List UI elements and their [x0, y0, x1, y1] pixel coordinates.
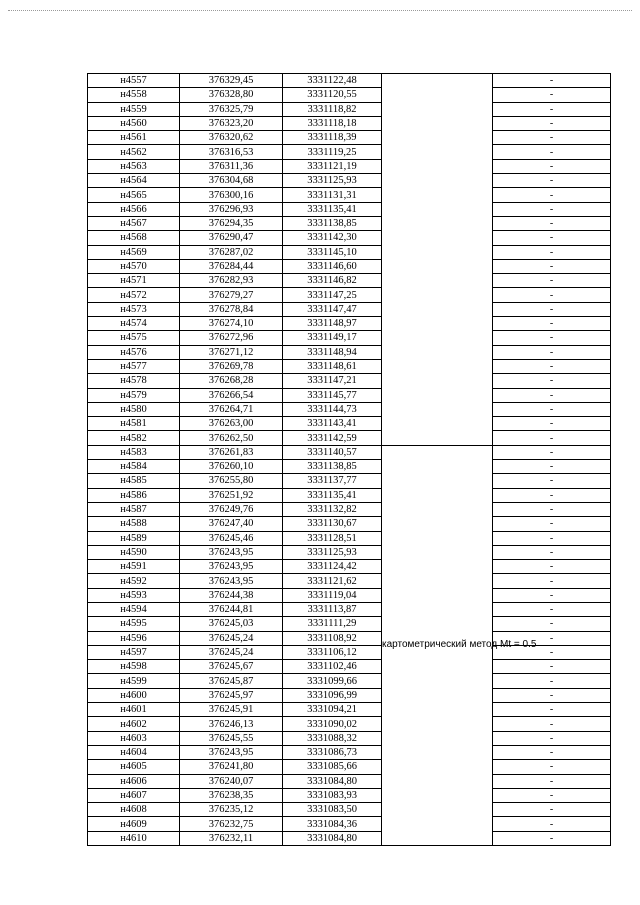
x-coordinate-cell: 376255,80	[180, 474, 283, 488]
point-number-cell: н4600	[88, 688, 180, 702]
page-top-rule	[8, 10, 632, 11]
y-coordinate-cell: 3331147,47	[283, 302, 382, 316]
point-number-cell: н4590	[88, 545, 180, 559]
x-coordinate-cell: 376245,67	[180, 660, 283, 674]
point-number-cell: н4610	[88, 831, 180, 845]
accuracy-cell: -	[493, 102, 611, 116]
method-cell-empty	[382, 74, 493, 446]
point-number-cell: н4604	[88, 745, 180, 759]
y-coordinate-cell: 3331102,46	[283, 660, 382, 674]
point-number-cell: н4568	[88, 231, 180, 245]
x-coordinate-cell: 376287,02	[180, 245, 283, 259]
point-number-cell: н4573	[88, 302, 180, 316]
y-coordinate-cell: 3331138,85	[283, 216, 382, 230]
x-coordinate-cell: 376323,20	[180, 116, 283, 130]
accuracy-cell: -	[493, 760, 611, 774]
table-row	[88, 531, 611, 545]
point-number-cell: н4591	[88, 560, 180, 574]
table-row	[88, 574, 611, 588]
y-coordinate-cell: 3331148,97	[283, 317, 382, 331]
accuracy-cell: -	[493, 216, 611, 230]
y-coordinate-cell: 3331084,36	[283, 817, 382, 831]
x-coordinate-cell: 376245,24	[180, 631, 283, 645]
point-number-cell: н4574	[88, 317, 180, 331]
table-row	[88, 88, 611, 102]
accuracy-cell: -	[493, 374, 611, 388]
y-coordinate-cell: 3331084,80	[283, 831, 382, 845]
table-row	[88, 231, 611, 245]
point-number-cell: н4599	[88, 674, 180, 688]
y-coordinate-cell: 3331142,59	[283, 431, 382, 445]
accuracy-cell: -	[493, 188, 611, 202]
table-row	[88, 560, 611, 574]
point-number-cell: н4601	[88, 703, 180, 717]
table-row	[88, 402, 611, 416]
x-coordinate-cell: 376294,35	[180, 216, 283, 230]
accuracy-cell: -	[493, 460, 611, 474]
point-number-cell: н4560	[88, 116, 180, 130]
table-row	[88, 660, 611, 674]
accuracy-cell: -	[493, 302, 611, 316]
point-number-cell: н4557	[88, 74, 180, 88]
accuracy-cell: -	[493, 445, 611, 459]
y-coordinate-cell: 3331099,66	[283, 674, 382, 688]
accuracy-cell: -	[493, 88, 611, 102]
y-coordinate-cell: 3331125,93	[283, 545, 382, 559]
table-row	[88, 331, 611, 345]
x-coordinate-cell: 376245,97	[180, 688, 283, 702]
table-row	[88, 517, 611, 531]
x-coordinate-cell: 376246,13	[180, 717, 283, 731]
table-row	[88, 102, 611, 116]
table-row	[88, 431, 611, 445]
y-coordinate-cell: 3331121,62	[283, 574, 382, 588]
point-number-cell: н4562	[88, 145, 180, 159]
accuracy-cell: -	[493, 645, 611, 659]
accuracy-cell: -	[493, 359, 611, 373]
x-coordinate-cell: 376235,12	[180, 803, 283, 817]
accuracy-cell: -	[493, 402, 611, 416]
table-row	[88, 602, 611, 616]
accuracy-cell: -	[493, 831, 611, 845]
x-coordinate-cell: 376329,45	[180, 74, 283, 88]
point-number-cell: н4597	[88, 645, 180, 659]
point-number-cell: н4585	[88, 474, 180, 488]
x-coordinate-cell: 376240,07	[180, 774, 283, 788]
y-coordinate-cell: 3331145,10	[283, 245, 382, 259]
x-coordinate-cell: 376278,84	[180, 302, 283, 316]
table-row	[88, 359, 611, 373]
accuracy-cell: -	[493, 388, 611, 402]
x-coordinate-cell: 376243,95	[180, 545, 283, 559]
accuracy-cell: -	[493, 159, 611, 173]
y-coordinate-cell: 3331086,73	[283, 745, 382, 759]
y-coordinate-cell: 3331088,32	[283, 731, 382, 745]
x-coordinate-cell: 376251,92	[180, 488, 283, 502]
table-row	[88, 703, 611, 717]
accuracy-cell: -	[493, 245, 611, 259]
y-coordinate-cell: 3331132,82	[283, 502, 382, 516]
x-coordinate-cell: 376243,95	[180, 574, 283, 588]
table-row	[88, 202, 611, 216]
accuracy-cell: -	[493, 517, 611, 531]
accuracy-cell: -	[493, 488, 611, 502]
table-row	[88, 116, 611, 130]
table-row	[88, 817, 611, 831]
accuracy-cell: -	[493, 131, 611, 145]
y-coordinate-cell: 3331119,04	[283, 588, 382, 602]
accuracy-cell: -	[493, 474, 611, 488]
y-coordinate-cell: 3331084,80	[283, 774, 382, 788]
point-number-cell: н4570	[88, 259, 180, 273]
x-coordinate-cell: 376244,38	[180, 588, 283, 602]
table-row	[88, 788, 611, 802]
x-coordinate-cell: 376243,95	[180, 560, 283, 574]
y-coordinate-cell: 3331142,30	[283, 231, 382, 245]
point-number-cell: н4571	[88, 274, 180, 288]
accuracy-cell: -	[493, 588, 611, 602]
y-coordinate-cell: 3331096,99	[283, 688, 382, 702]
table-row	[88, 617, 611, 631]
y-coordinate-cell: 3331118,18	[283, 116, 382, 130]
coordinates-table	[87, 73, 611, 846]
accuracy-cell: -	[493, 317, 611, 331]
point-number-cell: н4561	[88, 131, 180, 145]
x-coordinate-cell: 376247,40	[180, 517, 283, 531]
accuracy-cell: -	[493, 745, 611, 759]
y-coordinate-cell: 3331083,93	[283, 788, 382, 802]
x-coordinate-cell: 376264,71	[180, 402, 283, 416]
accuracy-cell: -	[493, 674, 611, 688]
y-coordinate-cell: 3331085,66	[283, 760, 382, 774]
point-number-cell: н4586	[88, 488, 180, 502]
point-number-cell: н4569	[88, 245, 180, 259]
y-coordinate-cell: 3331120,55	[283, 88, 382, 102]
accuracy-cell: -	[493, 688, 611, 702]
x-coordinate-cell: 376274,10	[180, 317, 283, 331]
x-coordinate-cell: 376271,12	[180, 345, 283, 359]
x-coordinate-cell: 376263,00	[180, 417, 283, 431]
x-coordinate-cell: 376262,50	[180, 431, 283, 445]
accuracy-cell: -	[493, 274, 611, 288]
x-coordinate-cell: 376284,44	[180, 259, 283, 273]
point-number-cell: н4559	[88, 102, 180, 116]
x-coordinate-cell: 376279,27	[180, 288, 283, 302]
accuracy-cell: -	[493, 574, 611, 588]
x-coordinate-cell: 376245,87	[180, 674, 283, 688]
coordinates-table-body	[88, 74, 611, 846]
x-coordinate-cell: 376245,55	[180, 731, 283, 745]
accuracy-cell: -	[493, 817, 611, 831]
point-number-cell: н4578	[88, 374, 180, 388]
accuracy-cell: -	[493, 202, 611, 216]
y-coordinate-cell: 3331130,67	[283, 517, 382, 531]
point-number-cell: н4584	[88, 460, 180, 474]
table-row	[88, 288, 611, 302]
y-coordinate-cell: 3331143,41	[283, 417, 382, 431]
y-coordinate-cell: 3331118,82	[283, 102, 382, 116]
accuracy-cell: -	[493, 74, 611, 88]
y-coordinate-cell: 3331146,60	[283, 259, 382, 273]
table-row	[88, 731, 611, 745]
x-coordinate-cell: 376245,03	[180, 617, 283, 631]
x-coordinate-cell: 376261,83	[180, 445, 283, 459]
x-coordinate-cell: 376249,76	[180, 502, 283, 516]
table-row	[88, 717, 611, 731]
x-coordinate-cell: 376316,53	[180, 145, 283, 159]
accuracy-cell: -	[493, 174, 611, 188]
y-coordinate-cell: 3331137,77	[283, 474, 382, 488]
x-coordinate-cell: 376245,91	[180, 703, 283, 717]
point-number-cell: н4577	[88, 359, 180, 373]
table-row	[88, 131, 611, 145]
table-row	[88, 145, 611, 159]
y-coordinate-cell: 3331118,39	[283, 131, 382, 145]
accuracy-cell: -	[493, 288, 611, 302]
table-row	[88, 774, 611, 788]
table-row	[88, 159, 611, 173]
y-coordinate-cell: 3331135,41	[283, 488, 382, 502]
point-number-cell: н4580	[88, 402, 180, 416]
point-number-cell: н4583	[88, 445, 180, 459]
x-coordinate-cell: 376245,46	[180, 531, 283, 545]
accuracy-cell: -	[493, 631, 611, 645]
table-row	[88, 188, 611, 202]
x-coordinate-cell: 376268,28	[180, 374, 283, 388]
y-coordinate-cell: 3331145,77	[283, 388, 382, 402]
table-row	[88, 302, 611, 316]
x-coordinate-cell: 376269,78	[180, 359, 283, 373]
point-number-cell: н4558	[88, 88, 180, 102]
x-coordinate-cell: 376304,68	[180, 174, 283, 188]
x-coordinate-cell: 376328,80	[180, 88, 283, 102]
table-row	[88, 374, 611, 388]
x-coordinate-cell: 376260,10	[180, 460, 283, 474]
table-row	[88, 74, 611, 88]
point-number-cell: н4596	[88, 631, 180, 645]
point-number-cell: н4607	[88, 788, 180, 802]
accuracy-cell: -	[493, 774, 611, 788]
y-coordinate-cell: 3331140,57	[283, 445, 382, 459]
accuracy-cell: -	[493, 560, 611, 574]
y-coordinate-cell: 3331108,92	[283, 631, 382, 645]
point-number-cell: н4608	[88, 803, 180, 817]
y-coordinate-cell: 3331138,85	[283, 460, 382, 474]
point-number-cell: н4587	[88, 502, 180, 516]
table-row	[88, 345, 611, 359]
x-coordinate-cell: 376241,80	[180, 760, 283, 774]
y-coordinate-cell: 3331147,21	[283, 374, 382, 388]
table-row	[88, 274, 611, 288]
x-coordinate-cell: 376243,95	[180, 745, 283, 759]
accuracy-cell: -	[493, 803, 611, 817]
point-number-cell: н4581	[88, 417, 180, 431]
x-coordinate-cell: 376290,47	[180, 231, 283, 245]
accuracy-cell: -	[493, 531, 611, 545]
table-row	[88, 174, 611, 188]
accuracy-cell: -	[493, 259, 611, 273]
table-row	[88, 760, 611, 774]
y-coordinate-cell: 3331113,87	[283, 602, 382, 616]
point-number-cell: н4592	[88, 574, 180, 588]
x-coordinate-cell: 376300,16	[180, 188, 283, 202]
y-coordinate-cell: 3331147,25	[283, 288, 382, 302]
accuracy-cell: -	[493, 431, 611, 445]
point-number-cell: н4582	[88, 431, 180, 445]
y-coordinate-cell: 3331125,93	[283, 174, 382, 188]
point-number-cell: н4603	[88, 731, 180, 745]
y-coordinate-cell: 3331149,17	[283, 331, 382, 345]
y-coordinate-cell: 3331144,73	[283, 402, 382, 416]
accuracy-cell: -	[493, 417, 611, 431]
table-row	[88, 745, 611, 759]
y-coordinate-cell: 3331121,19	[283, 159, 382, 173]
y-coordinate-cell: 3331148,94	[283, 345, 382, 359]
table-row	[88, 460, 611, 474]
table-row	[88, 317, 611, 331]
accuracy-cell: -	[493, 145, 611, 159]
table-row	[88, 474, 611, 488]
accuracy-cell: -	[493, 731, 611, 745]
point-number-cell: н4606	[88, 774, 180, 788]
y-coordinate-cell: 3331094,21	[283, 703, 382, 717]
x-coordinate-cell: 376232,75	[180, 817, 283, 831]
table-row	[88, 502, 611, 516]
y-coordinate-cell: 3331124,42	[283, 560, 382, 574]
accuracy-cell: -	[493, 717, 611, 731]
point-number-cell: н4563	[88, 159, 180, 173]
y-coordinate-cell: 3331111,29	[283, 617, 382, 631]
accuracy-cell: -	[493, 788, 611, 802]
point-number-cell: н4605	[88, 760, 180, 774]
point-number-cell: н4589	[88, 531, 180, 545]
accuracy-cell: -	[493, 660, 611, 674]
table-row	[88, 688, 611, 702]
point-number-cell: н4565	[88, 188, 180, 202]
x-coordinate-cell: 376232,11	[180, 831, 283, 845]
point-number-cell: н4598	[88, 660, 180, 674]
point-number-cell: н4572	[88, 288, 180, 302]
y-coordinate-cell: 3331106,12	[283, 645, 382, 659]
point-number-cell: н4593	[88, 588, 180, 602]
accuracy-cell: -	[493, 231, 611, 245]
table-row	[88, 803, 611, 817]
y-coordinate-cell: 3331148,61	[283, 359, 382, 373]
accuracy-cell: -	[493, 602, 611, 616]
y-coordinate-cell: 3331146,82	[283, 274, 382, 288]
table-row	[88, 417, 611, 431]
point-number-cell: н4564	[88, 174, 180, 188]
accuracy-cell: -	[493, 116, 611, 130]
x-coordinate-cell: 376311,36	[180, 159, 283, 173]
accuracy-cell: -	[493, 703, 611, 717]
x-coordinate-cell: 376266,54	[180, 388, 283, 402]
method-cell: картометрический метод Mt = 0.5	[382, 445, 493, 845]
x-coordinate-cell: 376325,79	[180, 102, 283, 116]
point-number-cell: н4567	[88, 216, 180, 230]
y-coordinate-cell: 3331119,25	[283, 145, 382, 159]
accuracy-cell: -	[493, 345, 611, 359]
table-row	[88, 259, 611, 273]
x-coordinate-cell: 376272,96	[180, 331, 283, 345]
table-row	[88, 488, 611, 502]
y-coordinate-cell: 3331122,48	[283, 74, 382, 88]
y-coordinate-cell: 3331135,41	[283, 202, 382, 216]
x-coordinate-cell: 376282,93	[180, 274, 283, 288]
point-number-cell: н4602	[88, 717, 180, 731]
table-row	[88, 245, 611, 259]
point-number-cell: н4588	[88, 517, 180, 531]
x-coordinate-cell: 376320,62	[180, 131, 283, 145]
accuracy-cell: -	[493, 331, 611, 345]
point-number-cell: н4576	[88, 345, 180, 359]
accuracy-cell: -	[493, 617, 611, 631]
table-row	[88, 388, 611, 402]
table-row	[88, 216, 611, 230]
y-coordinate-cell: 3331083,50	[283, 803, 382, 817]
point-number-cell: н4579	[88, 388, 180, 402]
point-number-cell: н4575	[88, 331, 180, 345]
x-coordinate-cell: 376238,35	[180, 788, 283, 802]
table-row	[88, 674, 611, 688]
table-row	[88, 545, 611, 559]
accuracy-cell: -	[493, 545, 611, 559]
x-coordinate-cell: 376245,24	[180, 645, 283, 659]
x-coordinate-cell: 376244,81	[180, 602, 283, 616]
point-number-cell: н4566	[88, 202, 180, 216]
table-row	[88, 588, 611, 602]
accuracy-cell: -	[493, 502, 611, 516]
table-row	[88, 831, 611, 845]
table-row	[88, 445, 611, 459]
y-coordinate-cell: 3331090,02	[283, 717, 382, 731]
point-number-cell: н4594	[88, 602, 180, 616]
y-coordinate-cell: 3331128,51	[283, 531, 382, 545]
y-coordinate-cell: 3331131,31	[283, 188, 382, 202]
x-coordinate-cell: 376296,93	[180, 202, 283, 216]
point-number-cell: н4595	[88, 617, 180, 631]
point-number-cell: н4609	[88, 817, 180, 831]
